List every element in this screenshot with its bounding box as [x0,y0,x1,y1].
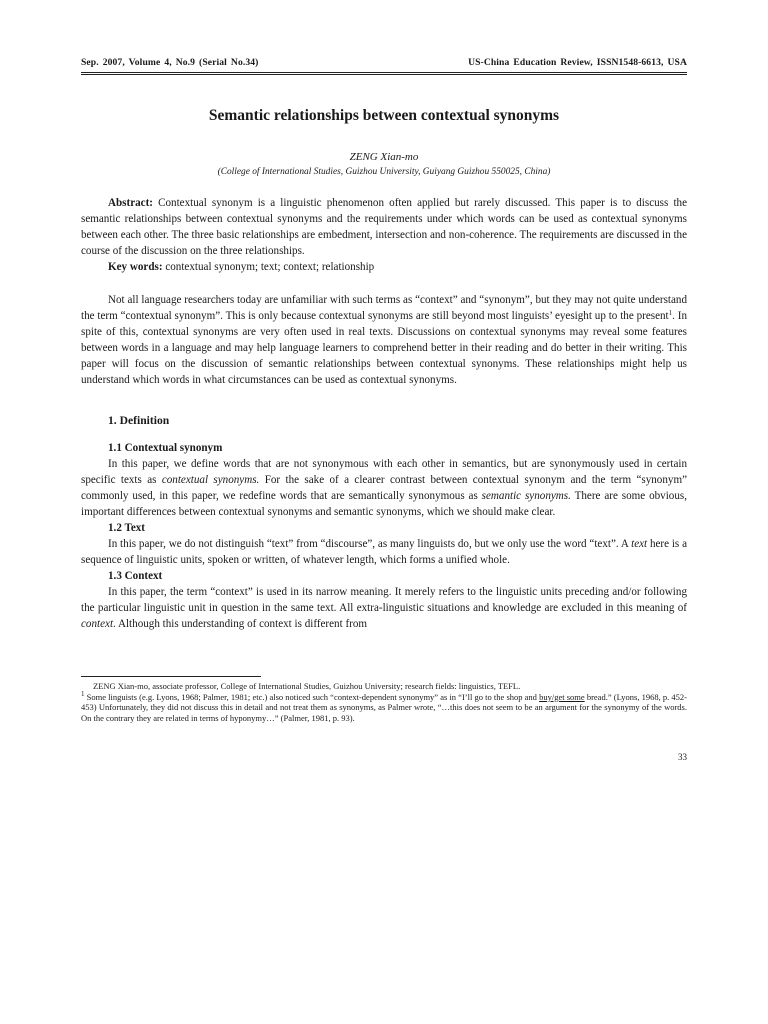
p13-text-2: . Although this understanding of context is different from [113,618,368,630]
footnote-1 [81,689,687,724]
intro-text-2: . In spite of this, contextual synonyms are very often used in real texts. Discussions on contextual synonyms may reveal some features between words in a language and may help language learners to comprehend better in their reading and do better in their writing. This paper will focus on the discussion of semantic relationships between contextual synonyms. These relationships might help us understand which words in what circumstances can be used as contextual synonyms. [81,310,688,386]
introduction-paragraph [81,292,687,388]
footnote-1-text-a: Some linguists (e.g. Lyons, 1968; Palmer, 1981; etc.) also noticed such “context-dependent synonymy” as in “I’ll go to the shop and [84,691,540,702]
author-affiliation: (College of International Studies, Guizhou University, Guiyang Guizhou 550025, China) [217,167,551,177]
paper-title: Semantic relationships between contextual synonyms [208,107,560,124]
header-journal-info: US-China Education Review, ISSN1548-6613, USA [468,57,687,68]
footnote-rule [81,676,261,677]
keywords-block [81,259,687,275]
abstract-text: Contextual synonym is a linguistic phenomenon often applied but rarely discussed. This paper is to discuss the semantic relationships between contextual synonyms and the requirements under which words can be used as contextual synonyms between each other. The three basic relationships are embedment, intersection and non-coherence. The requirements are discussed in the course of the discussion on the three relationships. [81,197,687,257]
subheading-contextual-synonym: 1.1 Contextual synonym [108,442,223,454]
author-name: ZENG Xian-mo [349,151,419,163]
keywords-label: Key words: [108,261,163,273]
abstract-label: Abstract: [108,197,153,209]
term-text: text [631,538,648,550]
section-1-body [81,440,687,632]
footnote-1-mark: 1 [81,689,85,698]
p13-text-1: In this paper, the term “context” is used in its narrow meaning. It merely refers to the linguistic units preceding and/or following the particular linguistic unit in question in the same text. All extra-linguistic situations and knowledge are excluded in this meaning of [81,586,687,614]
abstract-block [81,195,687,259]
header-issue-info: Sep. 2007, Volume 4, No.9 (Serial No.34) [81,57,259,68]
subheading-text: 1.2 Text [108,522,145,534]
running-header [81,57,687,68]
term-semantic-synonyms: semantic synonyms. [481,490,571,502]
paragraph-text [81,536,687,568]
page-number: 33 [678,752,687,762]
p12-text-2: here is a sequence of linguistic units, spoken or written, of whatever length, which forms a unified whole. [81,538,687,566]
term-contextual-synonyms: contextual synonyms. [161,474,260,486]
p11-text-3: There are some obvious, important differences between contextual synonyms and semantic synonyms, which we should make clear. [81,490,687,518]
footnote-author: ZENG Xian-mo, associate professor, College of International Studies, Guizhou University; research fields: linguistics, TEFL. [93,681,521,691]
section-heading-definition: 1. Definition [108,414,170,427]
header-rule [81,72,687,73]
footnotes [81,681,687,723]
term-context: context [81,618,114,630]
intro-text-1: Not all language researchers today are unfamiliar with such terms as “context” and “synonym”, but they may not quite understand the term “contextual synonym”. This is only because contextual synonyms are still beyond most linguists’ eyesight up to the present [81,294,687,322]
footnote-1-underlined: buy/get some [539,691,585,702]
p11-text-1: In this paper, we define words that are not synonymous with each other in semantics, but are synonymously used in certain specific texts as [81,458,687,486]
paragraph-context [81,584,687,632]
p11-text-2: For the sake of a clearer contrast between contextual synonym and the term “synonym” commonly used, in this paper, we redefine words that are semantically synonymous as [81,474,688,502]
header-rule-thin [81,74,687,75]
p12-text-1: In this paper, we do not distinguish “text” from “discourse”, as many linguists do, but we only use the word “text”. A [108,538,632,550]
paragraph-contextual-synonym [81,456,687,520]
subheading-context: 1.3 Context [108,570,163,582]
footnote-1-text-b: bread.” (Lyons, 1968, p. 452-453) Unfortunately, they did not discuss this in detail and not treat them as synonyms, as Palmer wrote, “…this does not seem to be an argument for the synonymy of the words. On the contrary they are related in terms of hyponymy…” (Palmer, 1981, p. 93). [81,691,687,723]
keywords-text: contextual synonym; text; context; relationship [162,261,375,273]
footnote-ref-1: 1 [668,309,673,317]
